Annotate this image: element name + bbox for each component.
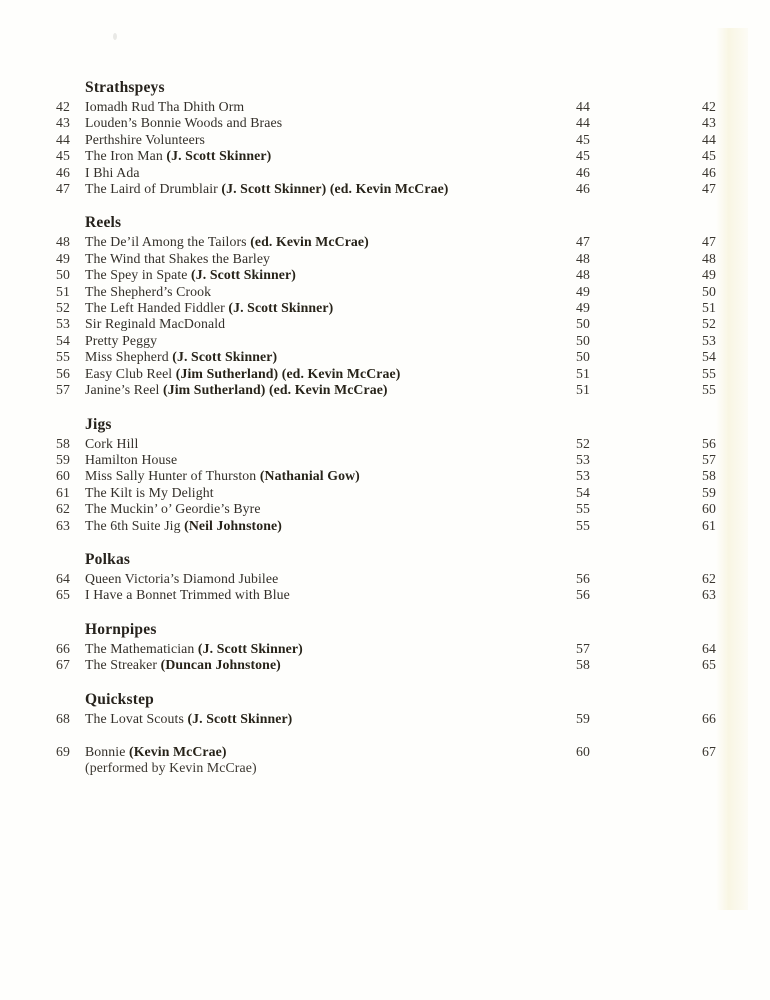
page-number-col2: 60 [702, 501, 716, 517]
tune-title-text: I Have a Bonnet Trimmed with Blue [85, 587, 290, 603]
page-number-col1: 44 [576, 99, 590, 114]
toc-row [38, 641, 754, 657]
page-number-col2: 62 [702, 570, 716, 586]
toc-row [38, 284, 754, 300]
page-number-col1: 50 [576, 332, 590, 348]
section-heading: Strathspeys [85, 79, 165, 96]
page-number-col1: 51 [576, 382, 590, 398]
tune-title [70, 284, 490, 300]
page-number-col1: 46 [576, 181, 590, 197]
page-number-col2: 56 [702, 435, 716, 451]
tune-title [70, 349, 490, 365]
tune-number: 61 [56, 484, 70, 500]
tune-title [70, 251, 490, 267]
toc-section [38, 416, 754, 534]
page-number-col1: 48 [576, 250, 590, 266]
tune-title-text: Cork Hill [85, 435, 139, 451]
tune-number: 53 [56, 316, 70, 332]
tune-title [70, 436, 490, 452]
section-rows [38, 99, 754, 197]
tune-number: 69 [56, 743, 70, 759]
tune-title [70, 132, 490, 148]
toc-row [38, 115, 754, 131]
page-number-col2: 44 [702, 131, 716, 147]
section-heading: Jigs [85, 415, 112, 433]
toc-row [38, 251, 754, 267]
tune-number: 55 [56, 349, 70, 365]
tune-title [70, 165, 490, 181]
tune-title [70, 518, 490, 534]
tune-title [70, 485, 490, 501]
page-number-col1: 54 [576, 484, 590, 500]
tune-title-text: Perthshire Volunteers [85, 131, 205, 147]
tune-composer: (Neil Johnstone) [184, 517, 282, 533]
page-number-col2: 49 [702, 267, 716, 283]
tune-composer: (J. Scott Skinner) [166, 148, 272, 164]
tune-title [70, 744, 490, 760]
tune-title [70, 115, 490, 131]
page-number-col2: 45 [702, 148, 716, 164]
page-number-col1: 50 [576, 349, 590, 365]
tune-number: 66 [56, 640, 70, 656]
toc-row [38, 132, 754, 148]
tune-title [70, 148, 490, 164]
tune-title [70, 641, 490, 657]
page-number-col2: 55 [702, 382, 716, 398]
tune-title [70, 333, 490, 349]
tune-number: 49 [56, 250, 70, 266]
page-number-col2: 47 [702, 234, 716, 250]
tune-subtitle: (performed by Kevin McCrae) [85, 760, 257, 776]
page-number-col1: 49 [576, 300, 590, 316]
tune-composer: (J. Scott Skinner) [197, 640, 303, 656]
page-number-col2: 54 [702, 349, 716, 365]
page-number-col2: 61 [702, 517, 716, 533]
tune-title [70, 452, 490, 468]
page-number-col1: 45 [576, 148, 590, 164]
toc-row [38, 468, 754, 484]
page-number-col1: 56 [576, 587, 590, 603]
tune-composer: (J. Scott Skinner) [172, 349, 278, 365]
toc-row-final-subline [38, 760, 754, 776]
tune-number: 51 [56, 283, 70, 299]
tune-title-text: The Kilt is My Delight [85, 484, 214, 500]
tune-title-text: Iomadh Rud Tha Dhith Orm [85, 99, 245, 114]
tune-number: 56 [56, 365, 70, 381]
toc-row [38, 349, 754, 365]
page-number-col2: 43 [702, 115, 716, 131]
page-number-col1: 56 [576, 570, 590, 586]
tune-title-text: Easy Club Reel [85, 365, 176, 381]
tune-title-text: Louden’s Bonnie Woods and Braes [85, 115, 283, 131]
tune-title-text: The Left Handed Fiddler [85, 300, 229, 316]
tune-title-text: The Muckin’ o’ Geordie’s Byre [85, 501, 261, 517]
tune-number: 58 [56, 435, 70, 451]
tune-title [70, 587, 490, 603]
tune-title-text: The Lovat Scouts [85, 710, 188, 726]
page-number-col1: 52 [576, 435, 590, 451]
tune-number: 42 [56, 99, 70, 114]
tune-title [70, 300, 490, 316]
page-number-col1: 50 [576, 316, 590, 332]
toc-row [38, 316, 754, 332]
page-number-col2: 66 [702, 710, 716, 726]
tune-title-text: The Mathematician [85, 640, 198, 656]
tune-number: 65 [56, 587, 70, 603]
tune-title [70, 267, 490, 283]
empty-number-cell [38, 760, 70, 776]
page-number-col1: 48 [576, 267, 590, 283]
tune-composer: (J. Scott Skinner) [187, 710, 293, 726]
tune-number: 50 [56, 267, 70, 283]
tune-number: 43 [56, 115, 70, 131]
toc-row [38, 452, 754, 468]
page-number-col1: 53 [576, 468, 590, 484]
page-number-col2: 47 [702, 181, 716, 197]
section-heading: Reels [85, 214, 122, 232]
section-rows [38, 641, 754, 674]
tune-title [70, 366, 490, 382]
tune-number: 54 [56, 332, 70, 348]
section-rows [38, 234, 754, 398]
toc-section [38, 79, 754, 197]
tune-title-text: The Iron Man [85, 148, 167, 164]
tune-title-text: The Shepherd’s Crook [85, 283, 212, 299]
page-number-col2: 42 [702, 99, 716, 114]
tune-title [70, 657, 490, 673]
tune-title-text: Janine’s Reel [85, 382, 164, 398]
page-number-col1: 49 [576, 283, 590, 299]
tune-number: 46 [56, 164, 70, 180]
tune-composer: (J. Scott Skinner) [191, 267, 296, 283]
section-heading: Hornpipes [85, 620, 157, 638]
page-number-col2: 46 [702, 164, 716, 180]
page-number-col1: 45 [576, 131, 590, 147]
page-number-col2: 59 [702, 484, 716, 500]
section-heading: Polkas [85, 550, 131, 568]
tune-title-text: Sir Reginald MacDonald [85, 316, 226, 332]
tune-composer: (J. Scott Skinner) (ed. Kevin McCrae) [221, 181, 449, 197]
toc-row [38, 333, 754, 349]
page-number-col2: 51 [702, 300, 716, 316]
tune-composer: (Jim Sutherland) (ed. Kevin McCrae) [175, 365, 401, 381]
toc-row-final [38, 744, 754, 760]
page-number-col1: 46 [576, 164, 590, 180]
toc-row [38, 366, 754, 382]
page-number-col1: 47 [576, 234, 590, 250]
page-number-col2: 65 [702, 657, 716, 673]
page-number-col1: 58 [576, 657, 590, 673]
tune-title [70, 501, 490, 517]
page-number-col1: 60 [576, 743, 590, 759]
tune-number: 48 [56, 234, 70, 250]
tune-title [70, 571, 490, 587]
section-rows [38, 571, 754, 604]
tune-number: 67 [56, 657, 70, 673]
tune-number: 57 [56, 382, 70, 398]
tune-number: 52 [56, 300, 70, 316]
tune-number: 47 [56, 181, 70, 197]
tune-number: 68 [56, 710, 70, 726]
toc-row [38, 518, 754, 534]
tune-title [70, 181, 490, 197]
tune-number: 64 [56, 570, 70, 586]
section-heading: Quickstep [85, 690, 154, 708]
page-number-col2: 52 [702, 316, 716, 332]
page-number-col2: 58 [702, 468, 716, 484]
tune-composer: (Nathanial Gow) [259, 468, 360, 484]
page-number-col2: 50 [702, 283, 716, 299]
page-number-col2: 67 [702, 743, 716, 759]
toc-row [38, 571, 754, 587]
tune-title-text: Pretty Peggy [85, 332, 158, 348]
toc-row [38, 267, 754, 283]
page-number-col1: 59 [576, 710, 590, 726]
toc-section [38, 691, 754, 727]
section-rows [38, 711, 754, 727]
tune-number: 60 [56, 468, 70, 484]
tune-number: 59 [56, 451, 70, 467]
page-number-col2: 64 [702, 640, 716, 656]
tune-composer: (Duncan Johnstone) [160, 657, 281, 673]
toc-row [38, 436, 754, 452]
tune-number: 45 [56, 148, 70, 164]
page-number-col2: 53 [702, 332, 716, 348]
tune-title [70, 234, 490, 250]
tune-number: 62 [56, 501, 70, 517]
toc-row [38, 300, 754, 316]
tune-title-text: The Wind that Shakes the Barley [85, 250, 271, 266]
page-number-col2: 55 [702, 365, 716, 381]
tune-title-text: Queen Victoria’s Diamond Jubilee [85, 570, 279, 586]
section-rows [38, 436, 754, 534]
page-number-col2: 57 [702, 451, 716, 467]
tune-number: 63 [56, 517, 70, 533]
tune-title-text: The Laird of Drumblair [85, 181, 222, 197]
tune-title [70, 316, 490, 332]
toc-row [38, 382, 754, 398]
toc-sections [38, 79, 754, 727]
toc-row [38, 165, 754, 181]
page-number-col2: 48 [702, 250, 716, 266]
tune-composer: (Jim Sutherland) (ed. Kevin McCrae) [163, 382, 388, 398]
tune-title-text: I Bhi Ada [85, 164, 140, 180]
toc-row [38, 234, 754, 250]
tune-title-text: The Spey in Spate [85, 267, 192, 283]
tune-number: 44 [56, 131, 70, 147]
tune-title-text: Miss Sally Hunter of Thurston [85, 468, 260, 484]
tune-title-text: The De’il Among the Tailors [85, 234, 251, 250]
toc-row [38, 148, 754, 164]
page-number-col1: 55 [576, 501, 590, 517]
tune-composer: (ed. Kevin McCrae) [250, 234, 369, 250]
page-number-col1: 51 [576, 365, 590, 381]
tune-title [70, 468, 490, 484]
tune-title-text: Bonnie [85, 743, 130, 759]
tune-title [70, 711, 490, 727]
toc-row [38, 99, 754, 115]
toc-row [38, 657, 754, 673]
tune-title [70, 382, 490, 398]
toc-row [38, 587, 754, 603]
page-number-col1: 44 [576, 115, 590, 131]
tune-title [70, 99, 490, 115]
page-number-col1: 55 [576, 517, 590, 533]
tune-title-text: The 6th Suite Jig [85, 517, 185, 533]
toc-row [38, 485, 754, 501]
toc-row [38, 711, 754, 727]
toc-section [38, 551, 754, 604]
tune-title-text: The Streaker [85, 657, 161, 673]
toc-section [38, 214, 754, 398]
page-number-col1: 53 [576, 451, 590, 467]
toc-section [38, 621, 754, 674]
tune-composer: (J. Scott Skinner) [228, 300, 334, 316]
page-number-col2: 63 [702, 587, 716, 603]
toc-row [38, 181, 754, 197]
page-number-col1: 57 [576, 640, 590, 656]
toc-row [38, 501, 754, 517]
tune-composer: (Kevin McCrae) [129, 743, 227, 759]
tune-title-text: Miss Shepherd [85, 349, 173, 365]
tune-title-text: Hamilton House [85, 451, 178, 467]
